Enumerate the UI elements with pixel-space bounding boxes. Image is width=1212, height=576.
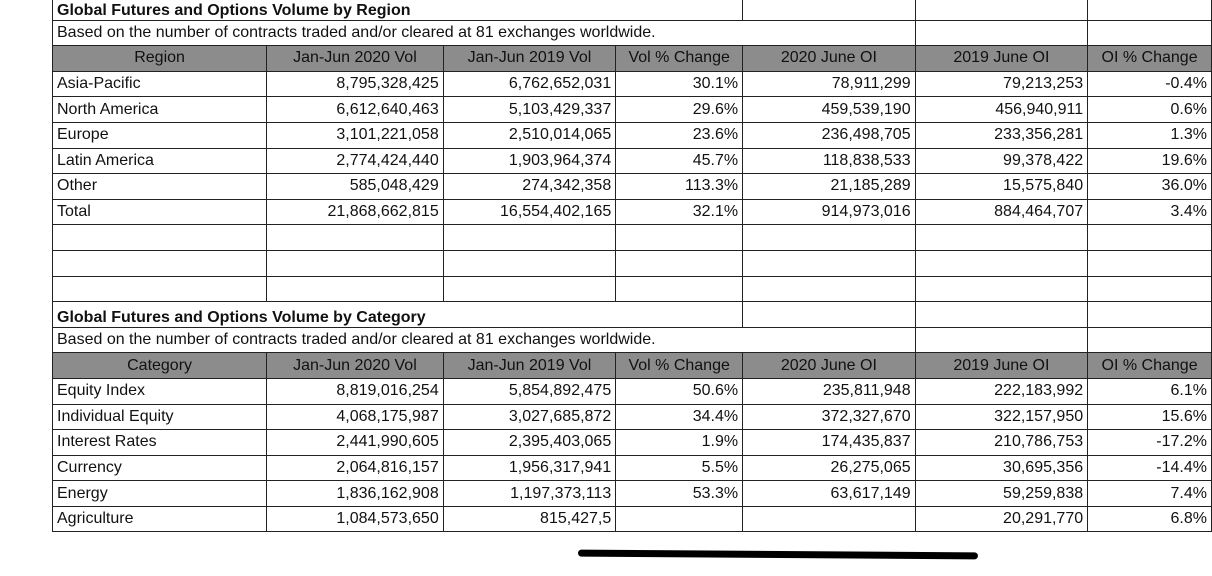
row-label-cell[interactable]: Energy: [53, 481, 267, 507]
row-label-cell[interactable]: Interest Rates: [53, 430, 267, 456]
data-cell[interactable]: 274,342,358: [443, 174, 616, 200]
data-cell[interactable]: 32.1%: [616, 199, 743, 225]
row-label-cell[interactable]: Agriculture: [53, 506, 267, 532]
column-header[interactable]: Jan-Jun 2020 Vol: [267, 46, 444, 72]
data-cell[interactable]: 1,956,317,941: [443, 455, 616, 481]
data-cell[interactable]: 815,427,5: [443, 506, 616, 532]
table-row: [53, 506, 1212, 532]
data-cell[interactable]: 2,441,990,605: [267, 430, 444, 456]
data-cell[interactable]: 6.8%: [1088, 506, 1212, 532]
data-cell[interactable]: 6.1%: [1088, 378, 1212, 404]
redaction-marker-line: [578, 550, 978, 560]
data-cell[interactable]: 63,617,149: [743, 481, 916, 507]
empty-cell[interactable]: [53, 250, 267, 276]
data-cell[interactable]: 30.1%: [616, 71, 743, 97]
data-cell[interactable]: 26,275,065: [743, 455, 916, 481]
empty-cell[interactable]: [1088, 276, 1212, 302]
table-row: [53, 481, 1212, 507]
empty-cell[interactable]: [1088, 0, 1212, 20]
table-row: [53, 148, 1212, 174]
empty-cell[interactable]: [915, 327, 1088, 353]
empty-cell[interactable]: [915, 0, 1088, 20]
data-cell[interactable]: 19.6%: [1088, 148, 1212, 174]
data-cell[interactable]: 78,911,299: [743, 71, 916, 97]
region-title-row: [53, 0, 1212, 20]
empty-cell[interactable]: [743, 276, 916, 302]
data-cell[interactable]: 16,554,402,165: [443, 199, 616, 225]
column-header[interactable]: Vol % Change: [616, 46, 743, 72]
empty-cell[interactable]: [267, 276, 444, 302]
empty-cell[interactable]: [53, 276, 267, 302]
data-cell[interactable]: 210,786,753: [915, 430, 1088, 456]
data-cell[interactable]: 1,836,162,908: [267, 481, 444, 507]
row-label-cell[interactable]: Asia-Pacific: [53, 71, 267, 97]
data-cell[interactable]: 50.6%: [616, 378, 743, 404]
blank-row: [53, 250, 1212, 276]
data-cell[interactable]: [743, 506, 916, 532]
data-cell[interactable]: 34.4%: [616, 404, 743, 430]
row-label-cell[interactable]: North America: [53, 97, 267, 123]
row-label-cell[interactable]: Equity Index: [53, 378, 267, 404]
category-subtitle[interactable]: Based on the number of contracts traded and/or cleared at 81 exchanges worldwide.: [53, 327, 916, 353]
data-cell[interactable]: 372,327,670: [743, 404, 916, 430]
data-cell[interactable]: 174,435,837: [743, 430, 916, 456]
data-cell[interactable]: 30,695,356: [915, 455, 1088, 481]
data-cell[interactable]: 5,854,892,475: [443, 378, 616, 404]
data-cell[interactable]: 459,539,190: [743, 97, 916, 123]
region-header-row: [53, 46, 1212, 72]
column-header[interactable]: Category: [53, 353, 267, 379]
data-cell[interactable]: 0.6%: [1088, 97, 1212, 123]
empty-cell[interactable]: [743, 250, 916, 276]
data-cell[interactable]: 6,612,640,463: [267, 97, 444, 123]
column-header[interactable]: Jan-Jun 2019 Vol: [443, 353, 616, 379]
row-label-cell[interactable]: Total: [53, 199, 267, 225]
table-row: [53, 378, 1212, 404]
data-cell[interactable]: 7.4%: [1088, 481, 1212, 507]
data-cell[interactable]: 29.6%: [616, 97, 743, 123]
data-cell[interactable]: 914,973,016: [743, 199, 916, 225]
data-cell[interactable]: 53.3%: [616, 481, 743, 507]
data-cell[interactable]: 59,259,838: [915, 481, 1088, 507]
column-header[interactable]: OI % Change: [1088, 46, 1212, 72]
data-cell[interactable]: 36.0%: [1088, 174, 1212, 200]
table-row: [53, 404, 1212, 430]
data-cell[interactable]: 1,903,964,374: [443, 148, 616, 174]
data-cell[interactable]: 884,464,707: [915, 199, 1088, 225]
row-label-cell[interactable]: Currency: [53, 455, 267, 481]
data-cell[interactable]: 585,048,429: [267, 174, 444, 200]
empty-cell[interactable]: [267, 225, 444, 251]
table-row: [53, 174, 1212, 200]
data-cell[interactable]: 2,064,816,157: [267, 455, 444, 481]
column-header[interactable]: OI % Change: [1088, 353, 1212, 379]
empty-cell[interactable]: [1088, 302, 1212, 328]
data-cell[interactable]: 6,762,652,031: [443, 71, 616, 97]
data-cell[interactable]: 20,291,770: [915, 506, 1088, 532]
spreadsheet-grid: [52, 0, 1212, 532]
empty-cell[interactable]: [915, 250, 1088, 276]
data-cell[interactable]: 15.6%: [1088, 404, 1212, 430]
empty-cell[interactable]: [743, 225, 916, 251]
blank-row: [53, 225, 1212, 251]
column-header[interactable]: 2020 June OI: [743, 353, 916, 379]
empty-cell[interactable]: [743, 0, 916, 20]
empty-cell[interactable]: [443, 225, 616, 251]
table-row: [53, 455, 1212, 481]
data-cell[interactable]: 15,575,840: [915, 174, 1088, 200]
empty-cell[interactable]: [616, 250, 743, 276]
empty-cell[interactable]: [443, 276, 616, 302]
category-header-row: [53, 353, 1212, 379]
data-cell[interactable]: 3,101,221,058: [267, 122, 444, 148]
empty-cell[interactable]: [616, 276, 743, 302]
data-cell[interactable]: 1,197,373,113: [443, 481, 616, 507]
data-cell[interactable]: 1,084,573,650: [267, 506, 444, 532]
data-cell[interactable]: 113.3%: [616, 174, 743, 200]
empty-cell[interactable]: [53, 225, 267, 251]
column-header[interactable]: Vol % Change: [616, 353, 743, 379]
data-cell[interactable]: 322,157,950: [915, 404, 1088, 430]
data-cell[interactable]: 2,774,424,440: [267, 148, 444, 174]
empty-cell[interactable]: [1088, 250, 1212, 276]
region-title[interactable]: Global Futures and Options Volume by Region: [53, 0, 743, 20]
category-title[interactable]: Global Futures and Options Volume by Category: [53, 302, 743, 328]
row-label-cell[interactable]: Europe: [53, 122, 267, 148]
column-header[interactable]: Jan-Jun 2020 Vol: [267, 353, 444, 379]
data-cell[interactable]: 8,819,016,254: [267, 378, 444, 404]
column-header[interactable]: 2019 June OI: [915, 46, 1088, 72]
data-cell[interactable]: 23.6%: [616, 122, 743, 148]
data-cell[interactable]: 1.9%: [616, 430, 743, 456]
data-cell[interactable]: 236,498,705: [743, 122, 916, 148]
table-row: [53, 71, 1212, 97]
data-cell[interactable]: 222,183,992: [915, 378, 1088, 404]
data-cell[interactable]: 118,838,533: [743, 148, 916, 174]
data-cell[interactable]: 5.5%: [616, 455, 743, 481]
empty-cell[interactable]: [1088, 327, 1212, 353]
data-cell[interactable]: 456,940,911: [915, 97, 1088, 123]
data-cell[interactable]: 4,068,175,987: [267, 404, 444, 430]
data-cell[interactable]: 79,213,253: [915, 71, 1088, 97]
data-cell[interactable]: -17.2%: [1088, 430, 1212, 456]
region-subtitle[interactable]: Based on the number of contracts traded and/or cleared at 81 exchanges worldwide.: [53, 20, 916, 46]
empty-cell[interactable]: [443, 250, 616, 276]
column-header[interactable]: 2019 June OI: [915, 353, 1088, 379]
data-cell[interactable]: 8,795,328,425: [267, 71, 444, 97]
table-row: [53, 97, 1212, 123]
row-label-cell[interactable]: Latin America: [53, 148, 267, 174]
category-subtitle-row: [53, 327, 1212, 353]
data-cell[interactable]: 99,378,422: [915, 148, 1088, 174]
data-cell[interactable]: -0.4%: [1088, 71, 1212, 97]
data-cell[interactable]: 45.7%: [616, 148, 743, 174]
data-cell[interactable]: 21,185,289: [743, 174, 916, 200]
data-cell[interactable]: 2,395,403,065: [443, 430, 616, 456]
table-row: [53, 199, 1212, 225]
data-cell[interactable]: 1.3%: [1088, 122, 1212, 148]
row-label-cell[interactable]: Individual Equity: [53, 404, 267, 430]
empty-cell[interactable]: [915, 20, 1088, 46]
data-cell[interactable]: 235,811,948: [743, 378, 916, 404]
category-title-row: [53, 302, 1212, 328]
data-cell[interactable]: 21,868,662,815: [267, 199, 444, 225]
region-subtitle-row: [53, 20, 1212, 46]
row-label-cell[interactable]: Other: [53, 174, 267, 200]
empty-cell[interactable]: [616, 225, 743, 251]
table-row: [53, 430, 1212, 456]
column-header[interactable]: Region: [53, 46, 267, 72]
column-header[interactable]: Jan-Jun 2019 Vol: [443, 46, 616, 72]
empty-cell[interactable]: [915, 302, 1088, 328]
empty-cell[interactable]: [743, 302, 916, 328]
data-cell[interactable]: 5,103,429,337: [443, 97, 616, 123]
data-cell[interactable]: [616, 506, 743, 532]
empty-cell[interactable]: [1088, 225, 1212, 251]
data-cell[interactable]: -14.4%: [1088, 455, 1212, 481]
data-cell[interactable]: 3,027,685,872: [443, 404, 616, 430]
empty-cell[interactable]: [915, 225, 1088, 251]
empty-cell[interactable]: [915, 276, 1088, 302]
blank-row: [53, 276, 1212, 302]
empty-cell[interactable]: [267, 250, 444, 276]
data-cell[interactable]: 3.4%: [1088, 199, 1212, 225]
table-row: [53, 122, 1212, 148]
data-cell[interactable]: 233,356,281: [915, 122, 1088, 148]
empty-cell[interactable]: [1088, 20, 1212, 46]
data-cell[interactable]: 2,510,014,065: [443, 122, 616, 148]
column-header[interactable]: 2020 June OI: [743, 46, 916, 72]
